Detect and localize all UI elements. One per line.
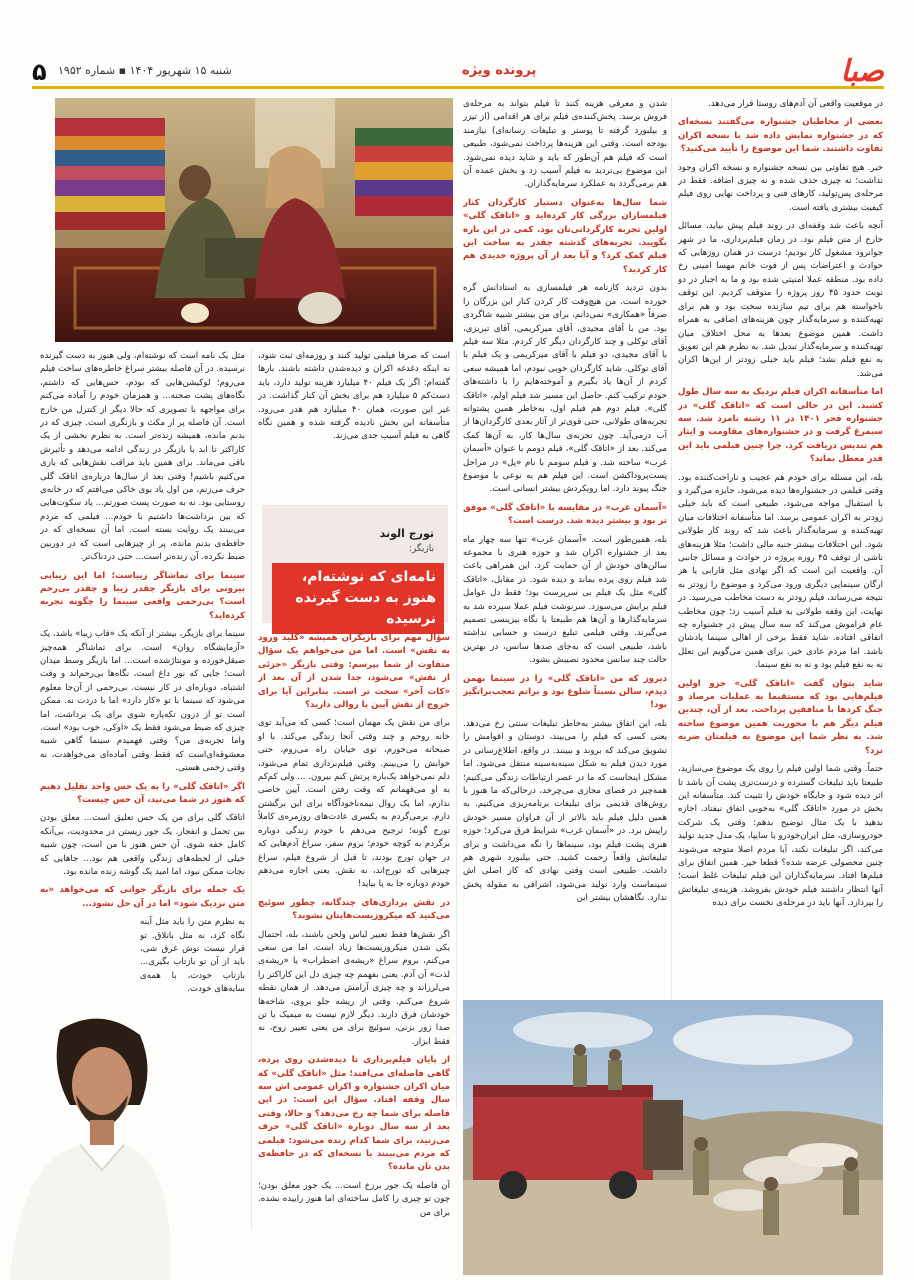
col2-paragraph: بله، این اتفاق بیشتر به‌خاطر تبلیغات سنتی رخ می‌دهد. یعنی کسی که فیلم را می‌بیند، دوستان و اقوامش را تشویق می‌کند که بروند و ببینند. در واقع، اطلاع‌رسانی در مورد دیدن فیلم به شکل سینه‌به‌سینه منتقل می‌شود. اما مشکل اینجاست که ما در عصر ارتباطات زندگی می‌کنیم؛ همه‌چیز در فضای مجازی می‌چرخد، درحالی‌که ما هنوز با روش‌های قدیمی برای تبلیغات برنامه‌ریزی می‌کنیم. به همین دلیل فیلم باید بالاتر از آن فراوان مسیر خودش راپیش برد. در «آسمان غرب» شرایط فرق می‌کرد؛ حوزه هنری پشت فیلم بود، سینماها را نگه می‌داشت و برای تبلیغاتش واقعاً زحمت کشید. حتی بیلبورد شهری هم داشت. طبیعی است وقتی نهادی که کار اصلی اش سینماست وارد تولید می‌شود، اشرافی به مقوله پخش ندارد. نگاهشان بیشتر این — [463, 718, 667, 904]
top-photo — [55, 98, 453, 342]
interviewee-name: تورج الوند — [379, 527, 434, 540]
col3-question: در نقش پردازی‌های چندگانه، چطور سوئیچ می‌کنید که میکروزیست‌هایتان نشوند؟ — [258, 897, 450, 922]
col2-paragraph: بله، همین‌طور است. «آسمان غرب» تنها سه چهار ماه بعد از جشنواره اکران شد و حوزه هنری با مجموعه سالن‌های خودش از آن حمایت کرد. این همراهی باعث شد فیلم روی پرده بماند و دیده شود. در مقابل، «اتاقک گلی» مثل یک فیلم بی سرپرست بود؛ فقط دل عوامل فیلم برایش می‌سوزد. سرنوشت فیلم عملا سپرده شد به سرمایه‌گذارها و آن‌ها هم طبیعتا با نگاه بیزینسی تصمیم می‌گیرند. وقتی فیلمی تبلیغ درست و حسابی نداشته باشد، طبیعی است که به‌جای صدها سانس، در بهترین حالت چند سانس محدود نصیبش بشود. — [463, 534, 667, 666]
col4-paragraph: مثل یک نامه است که نوشته‌ام، ولی هنوز به دست گیرنده نرسیده. در آن فاصله بیشتر سراغ خاطره‌های ساخت فیلم می‌روم؛ لوکیشن‌هایی که بودم، حس‌هایی که داشتم، نگاه‌های پشت صحنه... و همزمان خودم را آماده می‌کنم برای مواجهه با تصویری که حالا دیگر از کنترل من خارج است. آن فاصله پر از مکث و بازنگری است. چیزی که در بدنم مانده، همیشه زنده‌تر است. به نظرم بخشی از یک کاراکتر تا ابد با بازیگر در زندگی ادامه می‌دهد و تأثیرش باقی می‌ماند. برای همین باید مراقب نقش‌هایی که بازی می‌کنیم باشیم! وقتی بعد از سال‌ها درباره‌ی اتاقک گلی حرف می‌زنم، من اول یاد بوی خاکی می‌افتم که در خانه‌ی روستایی بود. نه به صورت پست صورتم... یاد سکوت‌هایی که بین برداشت‌ها داشتیم با خودم... فیلمی که مردم می‌بینند یک روایت بسته است. اما آن نسخه‌ای که در حافظه‌ی بدنم مانده، پر از چیزهایی است که در دوربین ضبط نکرده. آن زنده‌تر است... حتی دردناک‌تر. — [40, 351, 245, 563]
col1-question: اما متأسفانه اکران فیلم نزدیک به سه سال طول کشید. این در حالی است که «اتاقک گلی» در جشنواره فجر ۱۴۰۱ در ۱۱ رشته نامزد شد. سه سیمرغ گرفت و در جشنواره‌های مقاومت و ایثار هم تندیس دریافت کرد. چرا چنین فیلمی باید این قدر معطل بماند؟ — [678, 387, 883, 465]
issue-info: شنبه ۱۵ شهریور ۱۴۰۴ ▪ شماره ۱۹۵۲ — [58, 64, 232, 77]
article-column-1 — [678, 98, 883, 1118]
col1-paragraph: خیر. هیچ تفاوتی بین نسخه جشنواره و نسخه اکران وجود نداشت؛ نه چیزی حذف شده و نه چیزی اضافه. فقط در مرحله‌ی پس‌تولید، کارهای فنی و پرداخت نهایی روی فیلم کیفیت بیشتری یافته است. — [678, 162, 883, 213]
col3-paragraph: است که صرفا فیلمی تولید کنند و روزمه‌ای ثبت شود، نه اینکه دغدغه اکران و دیده‌شدن داشته باشند. بارها گفته‌ام: اگر یک فیلم ۴۰ میلیارد هزینه تولید دارد، باید دست‌کم ۵ میلیارد هم برای بخش آن کنار گذاشت. در غیر این صورت، همان ۴۰ میلیارد هم هدر می‌رود. متأسفانه این بخش نادیده گرفته شده و همین نگاه گاهی به فیلم آسیب جدی می‌زند. — [258, 351, 450, 442]
col4-paragraph: سینما برای بازیگر، بیشتر از آنکه یک «قاب زیبا» باشد، یک «آزمایشگاه روان» است. برای تماشاگر همه‌چیز صیقل‌خورده و مونتاژشده است... اما بازیگر وسط میدان است؛ جایی که نور داغ است، نگاه‌ها بی‌رحم‌اند و وقت اشتباه، دوباره‌ای در کار نیست. بی‌رحمی از آن‌جا معلوم می‌شود که سینما با تو «کار دارد» اما با دردت نه. ممکن است تو از درون تکه‌پاره شوی برای یک برداشت، اما چیزی که ضبط می‌شود فقط یک «اوکی، خوب بود» است. واما تجربه‌ی من؟ وقتی فهمیدم سینما گاهی شبیه معشوقه‌ای‌است که فقط وقتی آماده‌ای می‌خواهدت، نه وقتی زخمی هستی. — [40, 629, 245, 774]
column-divider — [251, 350, 252, 1230]
column-divider — [456, 350, 457, 1110]
col2-question: شما سال‌ها به‌عنوان دستیار کارگردان کنار فیلمسازان بزرگی کار کرده‌اید و «اتاقک گلی» اولین تجربه کارگردانی‌تان بود. کمی در این باره بگویید. تجربه‌های گذشته چقدر به ساخت این فیلم کمک کرد؟ و آیا بعد از آن پروژه جدیدی هم کار کردید؟ — [463, 197, 667, 275]
col4-question: یک جمله برای بازیگر جوانی که می‌خواهد «به متن نزدیک شود» اما در آن حل نشود... — [40, 885, 245, 909]
top-photo-image — [55, 98, 453, 342]
article-column-3b — [258, 632, 450, 1232]
article-column-3 — [258, 350, 450, 505]
page-header — [32, 56, 884, 89]
col3-question: از پایان فیلم‌برداری تا دیده‌شدن روی پرده، گاهی فاصله‌ای می‌افتد؛ مثل «اتاقک گلی» که میان اکران جشنواره و اکران عمومی اش سه سال وقفه افتاد. سؤال این است: در این فاصله برای شما چه رخ می‌دهد؟ و حالا، وقتی بعد از سه سال دوباره «اتاقک گلی» حرف می‌زنید، برای شما کدام زنده می‌شود: فیلمی که مردم می‌بینند یا نسخه‌ای که در حافظه‌ی بدن تان مانده؟ — [258, 1055, 450, 1173]
column-divider — [671, 98, 672, 1118]
col4-paragraph: به نظرم متن را باید مثل آینه نگاه کرد، نه مثل باتلاق. تو قرار نیست توش غرق شی، باید از آن تو بازتاب بگیری... بازتاب خودت، با همه‌ی سایه‌های خودت. — [140, 917, 245, 995]
bottom-photo-image — [463, 1000, 883, 1275]
bottom-photo — [463, 1000, 883, 1275]
col1-question: شاید بتوان گفت «اتاقک گلی» جزو اولین فیلم‌هایی بود که مستقیما به عملیات مرصاد و جنگ کردها با منافقین پرداخت. بعد از آن، چندین فیلم دیگر هم با محوریت همین موضوع ساخته شد. به نظر شما این موضوع به فیلمتان ضربه نزد؟ — [678, 678, 883, 756]
headline: نامه‌ای که نوشته‌ام، هنوز به دست گیرنده نرسیده — [272, 563, 444, 634]
col3-paragraph: آن فاصله یک جور برزخ است... یک جور معلق بودن؛ چون تو چیزی را کامل ساخته‌ای اما هنوز زاییده نشده. برای من — [258, 1180, 450, 1218]
col4-question: اگر «اتاقک گلی» را به یک حس واحد تقلیل دهیم که هنوز در شما می‌تپد، آن حس چیست؟ — [40, 781, 245, 805]
col1-paragraph: در موقعیت واقعی آن آدم‌های روستا قرار می‌دهد. — [708, 99, 883, 109]
portrait-photo — [0, 1010, 170, 1280]
col3-paragraph: برای من نقش یک مهمان است؛ کسی که می‌آید توی خانه روحم و چند وقتی آنجا زندگی می‌کند. با او صبحانه می‌خورم، توی خیابان راه می‌روم، حتی خوابش را می‌بینم. وقتی فیلم‌برداری تمام می‌شود، دلم نمی‌خواهد یک‌باره پرتش کنم بیرون. ... ولی کم‌کم به او می‌فهمانم که وقت رفتن است. آیین خاصی ندارم، اما یک روال نیمه‌ناخودآگاه برای این برگشتن دارم. برمی‌گردم به یکسری عادت‌های روزمره‌ی کاملاً تورج گونه؛ ترجیح می‌دهم با خودم زندگی دوباره برگردم به کوچه خودم؛ بروم سفر، سراغ آدم‌هایی که در جهان تورج بودند، تا قبل از شروع فیلم، سراغ چیزهایی که تورج‌اند، نه نقش. یعنی اجازه می‌دهم خودم دوباره جا به پا بیاید! — [258, 718, 450, 890]
col3-paragraph: اگر نقش‌ها فقط تعبیر لباس ولحن باشند، بله، احتمال یکی شدن میکروزیست‌ها زیاد است. اما من سعی می‌کنم، بروم سراغ «ریشه‌ی اضطراب» یا «ریشه‌ی لذت» آن آدم. یعنی بفهمم چه چیزی دل این کاراکتر را می‌لرزاند و چه چیزی آرامش می‌دهد. از همان نقطه شروع می‌کنم. وقتی از ریشه جلو بروی، شاخه‌ها خودشان فرق دارند. دیگر لازم نیست به میمیک یا تن صدا زور بزنی، سوئیچ برای من یعنی تغییر روح، نه فقط ابزار. — [258, 929, 450, 1047]
portrait-image — [0, 1010, 170, 1280]
article-column-4 — [40, 350, 245, 1118]
section-title: پرونده ویژه — [462, 63, 537, 78]
col4-question: سینما برای تماشاگر زیباست؛ اما این زیبایی بیرونی برای بازیگر چقدر زیبا و چقدر بی‌رحم است؟ بی‌رحمی واقعی سینما را چگونه تجربه کرده‌اید؟ — [40, 570, 245, 621]
col1-paragraph: حتماً. وقتی شما اولین فیلم را روی یک موضوع می‌سازید، طبیعتا باید تبلیغات گسترده و درست‌تری پشت آن باشد تا اثر دیده شود و جایگاه خودش را تثبیت کند. متأسفانه این بخش در مورد «اتاقک گلی» به‌خوبی اتفاق نیفتاد. اجازه بدهید با یک مثال توضیح بدهم: وقتی یک شرکت خودروسازی، مثل ایران‌خودرو یا سایپا، یک مدل جدید تولید می‌کند، اگر تبلیغات نکند، آیا مردم اصلا متوجه می‌شوند چنین محصولی عرضه شده؟ قطعا خیر. همین اتفاق برای فیلم‌ها افتاد. سرمایه‌گذاران این فیلم تبلیغات غلط است؛ آنها انتظار داشتند فیلم خودش بفروشد. هزینه‌ی تبلیغاتش را بپردازد. آنها باید در مرحله‌ی نخست برای دیده — [678, 764, 883, 909]
col1-paragraph: بله، این مسئله برای خودم هم عجیب و ناراحت‌کننده بود. وقتی فیلمی در جشنواره‌ها دیده می‌شود، جایزه می‌گیرد و با استقبال مواجه می‌شود، طبیعی است که باید خیلی زودتر به اکران عمومی برسد. اما متأسفانه اختلافات میان تهیه‌کننده و سرمایه‌گذار باعث شد که روند کار طولانی شود. این اختلافات بیشتر جنبه مالی داشت؛ مثلا هزینه‌های ناشی از توقف ۴۵ روزه پروژه در حوادث و مسائل جانبی آن. واقعیت این است که اگر نهادی مثل فارابی یا هر ارگان سینمایی دیگری ورود می‌کرد و موضوع را زودتر به نتیجه می‌رساند، فیلم زودتر به دست مخاطب می‌رسید. در نهایت، این وقفه طولانی به فیلم آسیب زد؛ چون مخاطب عام فراموش می‌کند که سه سال پیش در جشنواره چه اتفاقی افتاده. شاید فقط برخی از اهالی سینما یادشان باشد. اما مردم عادی خیر. برای همین می‌گویم این تعلل نه به نفع فیلم بود و نه به نفع سینما. — [678, 472, 883, 671]
article-column-2 — [463, 98, 667, 1098]
magazine-logo: صبا — [840, 54, 884, 89]
col4-paragraph: اتاقک گلی برای من یک حس تعلیق است... معلق بودن بین تحمل و انفجار. یک جور زیستن در محدودیت، بی‌آنکه کامل خفه شوی. آن حس هنوز با من است، چون شبیه خیلی از لحظه‌های زندگی واقعی هم بود... جاهایی که نجات ممکن نبود، اما امید یک گوشه زنده مانده بود. — [40, 813, 245, 878]
col3-question: سؤال مهم برای بازیگران همیشه «کلید ورود به نقش» است. اما من می‌خواهم یک سؤال متفاوت از شما بپرسم: وقتی بازیگر «جزئی از نقش» می‌شود، جدا شدن از آن بعد از «کات آخر» سخت تر است. بنابراین آیا برای خروج از نقش آیین یا روالی دارید؟ — [258, 633, 450, 711]
col1-paragraph: آنچه باعث شد وقفه‌ای در روند فیلم پیش بیاید، مسائل خارج از متن فیلم بود. در زمان فیلم‌برداری، ما در شهر جوانرود مشغول کار بودیم؛ درست در همان روزهایی که حوادث و اعتراضات پس از فوت خانم مهسا امینی رخ داده بود. منطقه عملا امنیتی شده بود و ما به اجبار در دو نوبت حدود ۴۵ روز پروژه را متوقف کردیم. این توقف ناخواسته هم برای تیم سازنده سخت بود و هم برای تهیه‌کننده و سرمایه‌گذار چون هزینه‌های اضافی به همراه داشت. همین موضوع بعدها به محل اختلاف میان تهیه‌کننده و سرمایه‌گذار تبدیل شد. به نظرم هم این تعویق به نفع فیلم نشد؛ فیلم باید خیلی زودتر از این‌ها اکران می‌شد. — [678, 221, 883, 379]
interviewee-role: بازیگر: — [408, 544, 434, 554]
col1-question: بعضی از مخاطبان جشنواره می‌گفتند نسخه‌ای که در جشنواره نمایش داده شد با نسخه اکران تفاوت داشتند. شما این موضوع را تأیید می‌کنید؟ — [678, 117, 883, 155]
page-number: ۵ — [32, 58, 47, 86]
col2-paragraph: شدن و معرفی هزینه کنند تا فیلم بتواند به مرحله‌ی فروش برسد. پخش‌کننده‌ی فیلم برای هر اقدامی (از تیزر و بیلبورد گرفته تا پوستر و تبلیغات رسانه‌ای) نیازمند بودجه است. وقتی این هزینه‌ها پرداخت نمی‌شود، طبیعی است که فیلم هم آن‌طور که باید و شاید دیده نمی‌شود. این موضوع بی‌تردید به فیلم آسیب زد و بخش عمده آن هم برمی‌گردد به عملکرد سرمایه‌گذاران. — [463, 99, 667, 190]
col2-paragraph: بدون تردید کارنامه هر فیلمسازی به استادانش گره خورده است. من هیچ‌وقت کار کردن کنار این بزرگان را صرفاً «همکاری» نمی‌دانم، برای من بیشتر شبیه شاگردی بود. من با آقای مجیدی، آقای میرکریمی، آقای تبریزی، آقای توکلی و چند کارگردان دیگر کار کردم. مثلا سه فیلم با آقای مجیدی، دو فیلم با آقای میرکریمی و یک فیلم با آقای توکلی. شاید کارگردان خوبی نبودم، اما همیشه سعی کردم از آن‌ها یاد بگیرم و آموخته‌هایم را با داشته‌های خودم ترکیب کنم. حاصل این مسیر شد فیلم اولم، «اتاقک گلی». فیلم دوم هم فیلم اول، به‌خاطر همین پشتوانه تجربه‌های طولانی، حتی قوی‌تر از آثار بعدی کارگردان‌ها از آب درمی‌آید. چون تجربه‌ی سال‌ها کار، به آن‌ها کمک می‌کند. بعد از «اتاقک گلی»، فیلم دومم با عنوان «آسمان غرب» ساخته شد. و فیلم سومم با نام «پل» در مراحل پست‌پروداکشن است. این فیلم هم به نوعی با موضوع جنگ پیوند دارد. اما رویکردش بیشتر انسانی است. — [463, 283, 667, 495]
interviewee-callout — [258, 505, 448, 625]
col2-question: «آسمان غرب» در مقایسه با «اتاقک گلی» موفق تر بود و بیشتر دیده شد. درست است؟ — [463, 502, 667, 527]
col2-question: دیروز که من «اتاقک گلی» را در سینما بهمن دیدم، سالن نسبتاً شلوغ بود و براتم تعجب‌برانگیز بود! — [463, 673, 667, 711]
